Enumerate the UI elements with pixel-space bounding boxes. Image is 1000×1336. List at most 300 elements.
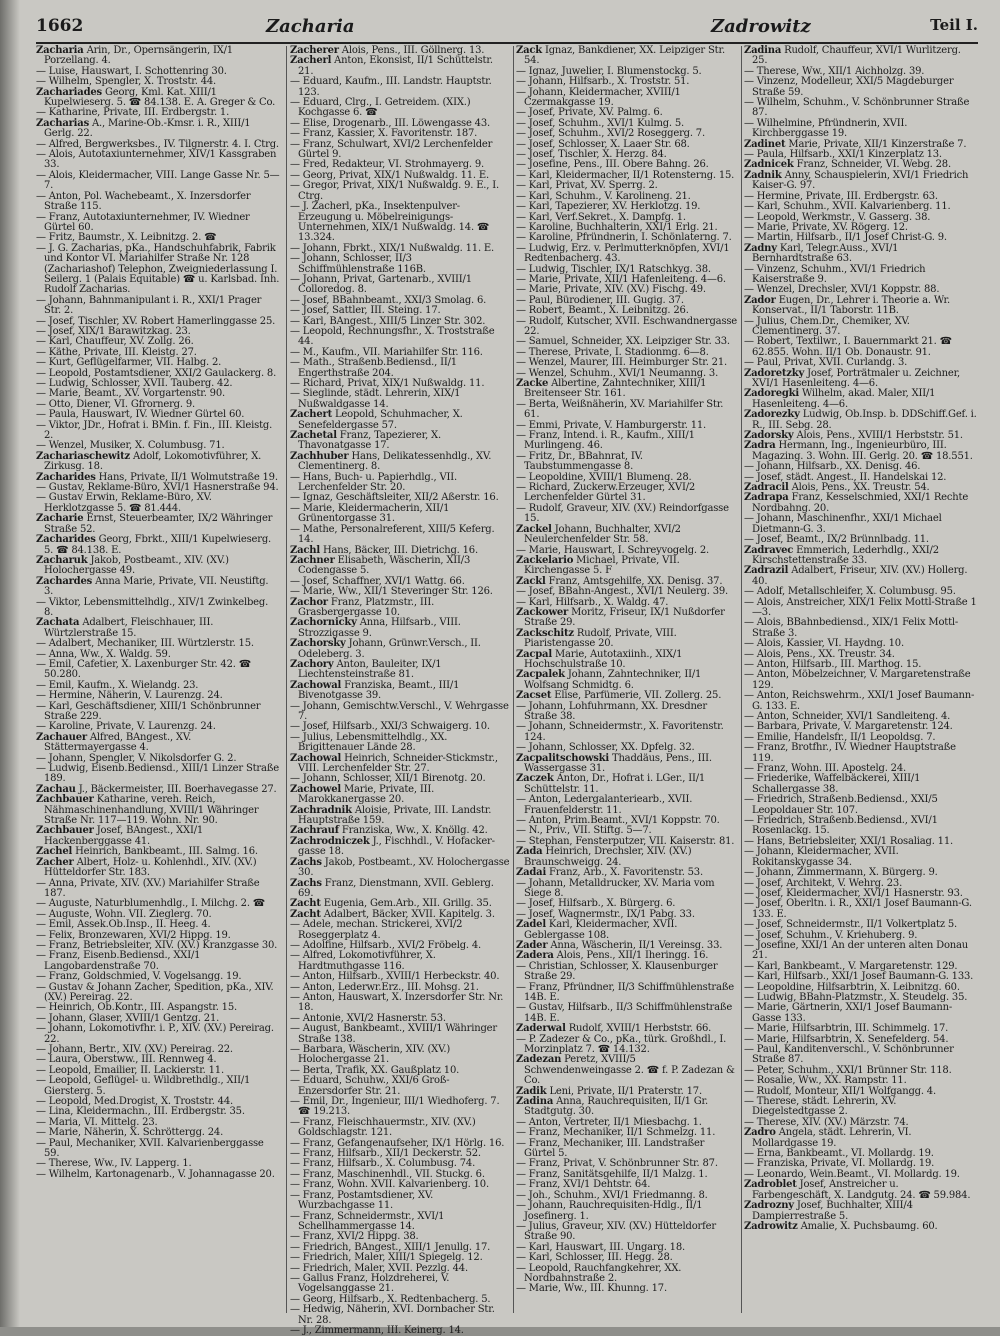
directory-entry — [516, 650, 738, 671]
entry-text: — Hermine, Private, III. Erdbergstr. 63. — [744, 190, 938, 202]
directory-entry — [290, 951, 510, 972]
entry-text: — Franz, XVI/2 Hippg. 38. — [290, 1231, 419, 1243]
entry-text: — Johann, Hilfsarb., XX. Denisg. 46. — [744, 461, 921, 473]
directory-entry — [516, 1284, 738, 1294]
entry-text: — Karl, BAngest., XIII/5 Linzer Str. 302. — [290, 315, 486, 327]
entry-text: — Franz, Autotaxiunternehmer, IV. Wiedner Gürtel 60. — [36, 211, 250, 233]
entry-text: — Karl, Geschäftsdiener, XIII/1 Schönbrunner Straße 229. — [36, 700, 261, 722]
entry-text: — Anton, Reichswehrm., XXI/1 Josef Baumann-G. 133. E. — [744, 690, 975, 712]
entry-text: — Alfred, Bergwerksbes., IV. Tilgnerstr. 4. I. Ctrg. — [36, 138, 279, 150]
entry-surname: Zadoregki — [744, 388, 799, 400]
directory-entry — [36, 150, 280, 171]
entry-surname: Zacpal — [516, 648, 552, 660]
entry-text: Franz, Platzmstr., III. Grasbergergasse 10. — [298, 596, 435, 618]
entry-surname: Zador — [744, 294, 776, 306]
directory-entry — [290, 1305, 510, 1326]
directory-entry — [36, 764, 280, 785]
entry-text: — Fritz, Dr., BBahnrat, IV. Taubstummengasse 8. — [516, 450, 643, 473]
entry-text: — Gustav, Hilfsarb., II/3 Schiffmühlenstraße 14B. E. — [516, 1002, 733, 1024]
entry-text: Alfred, BAngest., XV. Stättermayergasse 4. — [44, 731, 192, 754]
entry-text: — Johann, Kleidermacher, XVIII/1 Czermakgasse 19. — [516, 86, 681, 109]
entry-text: Eugenia, Gem.Arb., XII. Grillg. 35. — [323, 898, 492, 910]
directory-entry — [290, 254, 510, 275]
directory-entry — [290, 681, 510, 702]
entry-text: J., Fischhdl., V. Hofacker-gasse 18. — [298, 835, 495, 858]
entry-surname: Zachl — [290, 544, 320, 556]
entry-text: — Franz, Fleischhauermstr., XIV. (XV.) Goldschlagstr. 121. — [290, 1116, 476, 1139]
entry-text: — Otto, Diener, VI. Gfrornerg. 9. — [36, 398, 195, 410]
entry-text: — Gustav Erwin, Reklame-Büro, XV. Herklotzgasse 5. ☎ 81.444. — [36, 492, 212, 514]
entry-text: Leopold, Schuhmacher, X. Senefeldergasse 57. — [298, 409, 463, 431]
entry-surname: Zacherl — [290, 55, 332, 67]
directory-entry — [290, 473, 510, 494]
entry-text: — Anton, Möbelzeichner, V. Margaretenstraße 129. — [744, 669, 971, 691]
directory-entry — [36, 192, 280, 213]
directory-entry — [36, 733, 280, 754]
entry-text: — Rosalie, Ww., XX. Rampstr. 11. — [744, 1075, 907, 1087]
entry-text: Josef, Porträtmaler u. Zeichner, XVI/1 Hasenleiteng. 4—6. — [752, 367, 961, 389]
entry-text: — Barbara, Wäscherin, XIV. (XV.) Holochergasse 21. — [290, 1044, 451, 1066]
directory-entry — [36, 514, 280, 535]
directory-entry — [516, 379, 738, 400]
entry-surname: Zachardes — [36, 575, 93, 587]
directory-entry — [290, 140, 510, 161]
directory-entry — [290, 525, 510, 546]
directory-entry — [36, 244, 280, 296]
entry-text: Ernst, Steuerbeamter, IX/2 Währinger Straße 52. — [44, 513, 273, 535]
entry-text: — Wenzel, Drechsler, XVI/1 Koppstr. 88. — [744, 284, 940, 296]
directory-entry — [36, 598, 280, 619]
entry-text: — Johann, Fbrkt., XIX/1 Nußwaldg. 11. E. — [290, 242, 494, 254]
directory-entry — [516, 670, 738, 691]
entry-text: — Viktor, Lebensmittelhdlg., XIV/1 Zwinkelbeg. 8. — [36, 596, 269, 618]
directory-entry — [516, 879, 738, 900]
entry-text: — Franz, Goldschmied, V. Vogelsangg. 19. — [36, 971, 242, 983]
entry-surname: Zadoretzky — [744, 367, 805, 379]
entry-surname: Zacharia — [36, 45, 84, 56]
entry-text: — Johann, Hilfsarb., X. Troststr. 51. — [516, 76, 690, 88]
entry-text: — Kurt, Geflügelfarmer, VII. Halbg. 2. — [36, 357, 222, 369]
directory-entry — [36, 951, 280, 972]
entry-text: Adalbert, Friseur, XIV. (XV.) Hollerg. 40. — [752, 565, 968, 587]
entry-surname: Zachornicky — [290, 617, 357, 629]
entry-text: — Emilie, Handelsfr., II/1 Leopoldsg. 7. — [744, 731, 936, 743]
entry-surname: Zackl — [516, 575, 546, 587]
entry-surname: Zacht — [290, 898, 321, 910]
directory-entry — [744, 1180, 978, 1201]
directory-entry — [744, 1003, 978, 1024]
entry-text: — Berta, Trafik, XX. Gaußplatz 10. — [290, 1064, 460, 1076]
entry-text: — Paul, Mechaniker, XVII. Kalvarienberggasse 59. — [36, 1137, 264, 1160]
entry-text: — Franz, Wohn. III. Apostelg. 24. — [744, 763, 906, 775]
directory-entry — [36, 535, 280, 556]
directory-entry — [744, 369, 978, 390]
directory-entry — [744, 244, 978, 265]
entry-text: Franziska, Beamt., III/1 Bivenotgasse 39. — [298, 679, 460, 702]
directory-entry — [516, 431, 738, 452]
column-divider — [286, 46, 287, 1313]
directory-entry — [290, 431, 510, 452]
directory-entry — [290, 1045, 510, 1066]
directory-entry — [290, 556, 510, 577]
entry-surname: Zachs — [290, 877, 322, 889]
entry-text: — Peter, Schuhm., XXI/1 Brünner Str. 118. — [744, 1064, 952, 1076]
entry-text: — Josef, Private, XV. Palmg. 6. — [516, 107, 663, 119]
entry-text: — Samuel, Schneider, XX. Leipziger Str. 33. — [516, 336, 730, 348]
entry-surname: Zacharides — [36, 534, 96, 546]
entry-text: — M., Kaufm., VII. Mariahilfer Str. 116. — [290, 346, 483, 358]
directory-entry — [744, 441, 978, 462]
entry-text: — Friedrich, Maler, XIII/1 Spiegelg. 12. — [290, 1252, 483, 1264]
directory-entry — [516, 920, 738, 941]
entry-text: — Georg, Privat, XIX/1 Nußwaldg. 11. E. — [290, 169, 489, 181]
entry-text: — Josef, Schuhm., XVI/1 Kulmg. 5. — [516, 117, 685, 129]
entry-text: Albertine, Zahntechniker, XIII/1 Breitenseer Str. 161. — [524, 378, 707, 400]
entry-text: — Erna, Bankbeamt., VI. Mollardg. 19. — [744, 1148, 934, 1160]
entry-surname: Zadracil — [744, 482, 789, 494]
entry-text: Elisabeth, Wäscherin, XII/3 Codengasse 5. — [298, 554, 471, 577]
entry-text: — Marie, Beamt., XV. Vorgartenstr. 90. — [36, 388, 225, 400]
directory-entry — [36, 879, 280, 900]
entry-text: — Rudolf, Kutscher, XVII. Eschwandnergasse 22. — [516, 315, 738, 337]
entry-text: — Richard, Privat, XIX/1 Nußwaldg. 11. — [290, 378, 485, 389]
entry-text: — Alois, Autotaxiunternehmer, XIV/1 Kassgraben 33. — [36, 149, 277, 171]
entry-surname: Zadnik — [744, 169, 782, 181]
entry-text: — Marie, Private, XIV. (XV.) Fischg. 49. — [516, 284, 706, 296]
directory-entry — [290, 1191, 510, 1212]
entry-text: — Karl, Kleidermacher, II/1 Rotensterng. 15. — [516, 169, 735, 181]
entry-text: — Franz, Schneidermstr., XVI/1 Schellhammergasse 14. — [290, 1210, 445, 1232]
directory-entry — [744, 546, 978, 567]
entry-text: — Emil, Dr., Ingenieur, III/1 Wiedhoferg. 7. ☎ 19.213. — [290, 1096, 500, 1118]
entry-surname: Zadorsky — [744, 430, 794, 442]
directory-entry — [516, 983, 738, 1004]
entry-text: — Karl, Bankbeamt., V. Margaretenstr. 129. — [744, 960, 958, 972]
directory-entry — [36, 983, 280, 1004]
directory-entry — [290, 202, 510, 244]
entry-surname: Zacher — [36, 856, 74, 868]
entry-text: Rudolf, XVIII/1 Herbststr. 66. — [568, 1023, 712, 1035]
entry-text: Franz, Tapezierer, X. Thavonatgasse 17. — [298, 430, 441, 452]
entry-text: — Vinzenz, Modelleur, XXI/5 Magdeburger Straße 59. — [744, 76, 954, 98]
entry-text: Emmerich, Lederhdlg., XXI/2 Kirschstettenstraße 33. — [752, 544, 939, 566]
entry-surname: Zachetal — [290, 430, 337, 442]
entry-surname: Zacht — [290, 908, 321, 920]
entry-text: Katharine, vereh. Reich, Nähmaschinenhandlung, XVIII/1 Währinger Straße Nr. 117—119. Wohn. Nr. 90. — [44, 794, 259, 827]
entry-text: — Johann, Metalldrucker, XV. Maria vom Siege 8. — [516, 877, 715, 899]
entry-surname: Zadrowitz — [744, 1220, 798, 1232]
entry-text: — Alois, BBahnbediensd., XIX/1 Felix Mottl-Straße 3. — [744, 617, 959, 639]
entry-text: — Paul, Bürodiener, III. Gugig. 37. — [516, 294, 684, 306]
entry-text: Alois, Pens., XVIII/1 Herbststr. 51. — [796, 430, 963, 442]
entry-text: — Ludwig, Erz. v. Perlmutterknöpfen, XVI/1 Redtenbacherg. 43. — [516, 242, 730, 265]
entry-text: — Ignaz, Juwelier, I. Blumenstockg. 5. — [516, 65, 702, 77]
entry-text: — Alois, Kleidermacher, VIII. Lange Gasse Nr. 5—7. — [36, 169, 280, 192]
entry-text: Franz, Arb., X. Favoritenstr. 53. — [549, 867, 703, 879]
entry-text: — Martin, Hilfsarb., II/1 Josef Christ-G. 9. — [744, 232, 947, 244]
entry-text: — Rudolf, Monteur, XII/1 Wolfgangg. 4. — [744, 1085, 936, 1097]
entry-text: — Franz, Eisenb.Bediensd., XXI/1 Langobardenstraße 70. — [36, 950, 201, 972]
entry-text: — Wenzel, Maurer, III. Heimburger Str. 21. — [516, 357, 727, 369]
entry-text: — Franz, Hilfsarb., XII/1 Deckerstr. 52. — [290, 1148, 481, 1160]
entry-text: — Johann, Privat, Gartenarb., XVIII/1 Colloredog. 8. — [290, 273, 472, 296]
entry-text: — Maria, VI. Mittelg. 23. — [36, 1116, 158, 1128]
entry-text: — J. Zacherl, pKa., Insektenpulver-Erzeugung u. Möbelreinigungs-Unternehmen, XIX/1 Nußwaldg. 14. ☎ 13.324. — [290, 201, 490, 244]
entry-text: Heinrich, Bankbeamt., III. Salmg. 16. — [75, 846, 258, 858]
directory-entry — [36, 1076, 280, 1097]
entry-text: — Gregor, Privat, XIX/1 Nußwaldg. 9. E., I. Ctrg. — [290, 180, 499, 202]
entry-surname: Zacharie — [36, 513, 84, 525]
directory-entry — [516, 1055, 738, 1086]
entry-text: — Fritz, Baumstr., X. Leibnitzg. 2. ☎ — [36, 232, 217, 244]
directory-entry — [744, 410, 978, 431]
entry-surname: Zadro — [744, 1127, 776, 1139]
entry-text: Johann, Grünwr.Versch., II. Odeleberg. 3. — [298, 638, 481, 660]
entry-text: Heinrich, Drechsler, XIV. (XV.) Braunschweigg. 24. — [524, 846, 692, 868]
directory-entry — [290, 920, 510, 941]
directory-entry — [516, 1222, 738, 1243]
entry-text: — Therese, städt. Lehrerin, XV. Diegelstedtgasse 2. — [744, 1096, 897, 1118]
entry-text: — Anton, Vertreter, II/1 Miesbachg. 1. — [516, 1116, 702, 1128]
entry-text: — Lina, Kleidermachn., III. Erdbergstr. 35. — [36, 1106, 245, 1118]
entry-text: Franz, Amtsgehilfe, XX. Denisg. 37. — [548, 575, 723, 587]
directory-entry — [516, 722, 738, 743]
directory-entry — [36, 618, 280, 639]
entry-text: — Eduard, Clrg., I. Getreidem. (XIX.) Kochgasse 6. ☎ — [290, 97, 471, 119]
entry-text: — Josefine, XXI/1 An der unteren alten Donau 21. — [744, 939, 969, 962]
directory-entry — [36, 795, 280, 826]
directory-column-2 — [290, 45, 510, 1336]
directory-entry — [744, 1128, 978, 1149]
entry-text: — Franz, Privat, V. Schönbrunner Str. 87. — [516, 1158, 718, 1170]
entry-text: — Alois, Pens., XX. Treustr. 34. — [744, 648, 895, 660]
directory-entry — [290, 77, 510, 98]
entry-text: — Karl, Tapezierer, XV. Herklotzg. 19. — [516, 201, 701, 213]
entry-surname: Zachowel — [290, 783, 341, 795]
entry-text: — Josef, Sattler, III. Steing. 17. — [290, 305, 441, 317]
entry-text: — Friederike, Waffelbäckerei, XIII/1 Schallergasse 38. — [744, 773, 921, 795]
entry-surname: Zachrodniczek — [290, 835, 370, 847]
entry-text: — Hedwig, Näherin, XVI. Dornbacher Str. Nr. 28. — [290, 1304, 495, 1326]
entry-text: — Georg, Hilfsarb., X. Redtenbacherg. 5. — [290, 1293, 491, 1305]
directory-entry — [290, 358, 510, 379]
entry-text: Georg, Kml. Kat. XIII/1 Kupelwieserg. 5. ☎ 84.138. E. A. Greger & Co. — [44, 86, 276, 109]
directory-entry — [290, 733, 510, 754]
entry-surname: Zachariades — [36, 86, 102, 98]
entry-surname: Zader — [516, 939, 548, 951]
column-divider — [741, 46, 742, 1313]
entry-text: — Josef, Schuhm., XVI/2 Roseggerg. 7. — [516, 128, 705, 140]
entry-text: — Marie, Hauswart, I. Schreyvogelg. 2. — [516, 544, 710, 556]
entry-text: Leni, Private, II/1 Praterstr. 17. — [549, 1085, 702, 1097]
entry-text: — Marie, Gärtnerin, XXI/1 Josef Baumann-Gasse 133. — [744, 1002, 953, 1024]
entry-text: — Mathe, Personalreferent, XIII/5 Keferg. 14. — [290, 523, 495, 546]
entry-text: — Karl, Hauswart, III. Ungarg. 18. — [516, 1241, 685, 1253]
entry-text: Anton, Dr., Hofrat i. LGer., II/1 Schüttelstr. 11. — [524, 773, 706, 795]
entry-text: — Josef, BBahn-Angest., XVI/1 Neulerg. 39. — [516, 586, 729, 598]
entry-text: — Johann, Lohfuhrmann, XX. Dresdner Straße 38. — [516, 700, 707, 722]
entry-text: Johann, Zahntechniker, II/1 Wolfsang Schmidtg. 6. — [524, 669, 702, 691]
entry-surname: Zacharias — [36, 117, 89, 129]
entry-text: — Ludwig, Tischler, IX/1 Ratschkyg. 38. — [516, 263, 711, 275]
entry-text: — Paul, Privat, XVII. Curlandg. 3. — [744, 357, 908, 369]
directory-entry — [516, 317, 738, 338]
entry-text: — Auguste, Naturblumenhdlg., I. Milchg. 2. ☎ — [36, 898, 266, 910]
entry-text: — Josef, Oberltn. i. R., XXI/1 Josef Baumann-G. 133. E. — [744, 898, 972, 920]
directory-entry — [744, 670, 978, 691]
directory-entry — [36, 577, 280, 598]
entry-text: — Karl, Schuhm., XVII. Kalvarienberg. 11. — [744, 201, 951, 213]
directory-entry — [516, 400, 738, 421]
entry-text: — Karl, Chauffeur, XV. Zollg. 26. — [36, 336, 194, 348]
directory-entry — [290, 702, 510, 723]
entry-text: — Franz, Wohn. XVII. Kalvarienberg. 10. — [290, 1179, 489, 1191]
directory-entry — [290, 993, 510, 1014]
entry-surname: Zadrozny — [744, 1200, 794, 1212]
directory-entry — [290, 1076, 510, 1097]
entry-text: — Anton, Hauswart, X. Inzersdorfer Str. Nr. 18. — [290, 991, 504, 1014]
entry-text: — Friedrich, Straßenb.Bediensd., XXI/5 Leopoldauer Str. 107. — [744, 794, 938, 816]
entry-text: — Anton, Lederwr.Erz., III. Mohsg. 21. — [290, 981, 479, 993]
entry-text: — Leopold, Med.Drogist, X. Troststr. 44. — [36, 1096, 233, 1108]
directory-entry — [744, 816, 978, 837]
entry-surname: Zadera — [516, 950, 554, 962]
entry-text: — Josef, Tischler, XV. Robert Hamerlinggasse 25. — [36, 315, 276, 327]
directory-entry — [36, 660, 280, 681]
directory-entry — [744, 296, 978, 317]
entry-surname: Zacset — [516, 690, 552, 702]
entry-text: Ludwig, Ob.Insp. b. DDSchiff.Gef. i. R., III. Sebg. 28. — [752, 409, 977, 431]
entry-text: Georg, Fbrkt., XIII/1 Kupelwieserg. 5. ☎ 84.138. E. — [44, 534, 272, 556]
entry-text: Marie, Autotaxiinh., XIX/1 Hochschulstraße 10. — [524, 648, 683, 670]
directory-entry — [744, 265, 978, 286]
entry-surname: Zachbauer — [36, 794, 94, 806]
entry-text: — Franz, Maschinenhdl., VII. Stuckg. 6. — [290, 1168, 485, 1180]
entry-surname: Zaczek — [516, 773, 554, 785]
entry-text: — Johann, Gemischtw.Verschl., V. Wehrgasse 7. — [290, 700, 509, 722]
entry-text: Peretz, XVIII/5 Schwendenweingasse 2. ☎ f. P. Zadezan & Co. — [524, 1054, 735, 1087]
directory-entry — [36, 171, 280, 192]
entry-surname: Zadai — [516, 867, 547, 879]
entry-text: — Emil, Cafetier, X. Laxenburger Str. 42. ☎ 50.280. — [36, 658, 251, 681]
entry-text: — Robert, Textilwr., I. Bauernmarkt 21. ☎ 62.855. Wohn. II/1 Ob. Donaustr. 91. — [744, 336, 952, 358]
entry-surname: Zadra — [744, 440, 776, 452]
directory-entry — [290, 1024, 510, 1045]
entry-text: Thaddäus, Pens., III. Wassergasse 31. — [524, 752, 712, 775]
entry-text: — Johann, Schlosser, XII/1 Birenotg. 20. — [290, 773, 486, 785]
entry-text: — Josef, Beamt., IX/2 Brünnlbadg. 11. — [744, 534, 929, 546]
directory-entry — [516, 525, 738, 546]
entry-text: — Hans, Buch- u. Papierhdlg., VII. Lerchenfelder Str. 20. — [290, 471, 457, 494]
directory-entry — [36, 858, 280, 879]
directory-entry — [290, 858, 510, 879]
entry-text: Heinrich, Schneider-Stickmstr., VIII. Lerchenfelder Str. 27. — [298, 752, 498, 775]
page-binding-shadow — [0, 0, 20, 1327]
entry-text: — Leopold, Postamtsdiener, XXI/2 Gaulackerg. 8. — [36, 367, 277, 379]
directory-entry — [36, 702, 280, 723]
entry-surname: Zadezan — [516, 1054, 562, 1066]
directory-entry — [36, 46, 280, 67]
entry-text: — Josef, städt. Angest., II. Handelskai 12. — [744, 471, 947, 483]
directory-entry — [516, 1264, 738, 1285]
entry-text: — Marie, Ww., III. Khunng. 17. — [516, 1283, 667, 1295]
entry-text: — Johann, Spengler, V. Nikolsdorfer G. 2. — [36, 752, 237, 764]
entry-text: Johann, Buchhalter, XVI/2 Neulerchenfelder Str. 58. — [524, 523, 681, 546]
entry-surname: Zadny — [744, 242, 777, 254]
directory-entry — [290, 754, 510, 775]
directory-entry — [516, 46, 738, 67]
entry-text: — Johann, Schlosser, II/3 Schiffmühlenstraße 116B. — [290, 253, 426, 275]
entry-surname: Zadorezky — [744, 409, 800, 421]
entry-surname: Zachs — [290, 856, 322, 868]
directory-entry — [744, 317, 978, 338]
directory-entry — [744, 743, 978, 764]
entry-surname: Zachner — [290, 554, 335, 566]
entry-surname: Zackelario — [516, 554, 574, 566]
entry-text: — Leopoldine, Hilfsarbtrin, X. Leibnitzg. 60. — [744, 981, 960, 993]
entry-text: — Anna, Ww., X. Waldg. 59. — [36, 648, 171, 660]
entry-surname: Zachrauf — [290, 825, 339, 837]
entry-text: — Alois, Anstreicher, XIX/1 Felix Mottl-Straße 1—3. — [744, 596, 977, 618]
entry-text: — Anton, Hilfsarb., XVIII/1 Herbeckstr. 40. — [290, 971, 500, 983]
entry-text: Arin, Dr., Opernsängerin, IX/1 Porzellang. 4. — [44, 45, 233, 67]
entry-text: — August, Bankbeamt., XVIII/1 Währinger Straße 138. — [290, 1023, 497, 1045]
entry-text: — Wilhelm, Kartonagenarb., V. Johannagasse 20. — [36, 1168, 275, 1180]
entry-text: — Karl, Schlosser, III. Hegg. 28. — [516, 1252, 673, 1264]
directory-entry — [516, 556, 738, 577]
directory-entry — [744, 1045, 978, 1066]
entry-surname: Zachel — [36, 846, 73, 858]
entry-surname: Zadnicek — [744, 159, 794, 171]
page-number: 1662 — [36, 16, 84, 36]
entry-surname: Zacharuk — [36, 554, 88, 566]
directory-entry — [744, 389, 978, 410]
entry-text: — Ludwig, Eisenb.Bediensd., XIII/1 Linzer Straße 189. — [36, 763, 279, 785]
entry-text: — Anton, Hilfsarb., III. Marthog. 15. — [744, 658, 922, 670]
directory-entry — [36, 493, 280, 514]
entry-text: — Josef, Hilfsarb., X. Bürgerg. 6. — [516, 898, 676, 910]
directory-entry — [290, 837, 510, 858]
entry-text: Alois, Pens., XX. Treustr. 54. — [791, 482, 930, 494]
entry-surname: Zackel — [516, 523, 552, 535]
entry-surname: Zadik — [516, 1085, 547, 1097]
directory-entry — [744, 77, 978, 98]
entry-text: — Leopold, Rauchfangkehrer, XX. Nordbahnstraße 2. — [516, 1262, 682, 1284]
entry-text: — Gustav, Reklame-Büro, XVI/1 Hasnerstraße 94. — [36, 482, 279, 494]
directory-entry — [290, 598, 510, 619]
entry-text: Alois, Pens., XII/1 Iheringg. 16. — [556, 950, 709, 962]
entry-surname: Zachau — [36, 783, 76, 795]
directory-entry — [290, 98, 510, 119]
entry-text: — Anton, Schneider, XVI/1 Sandleiteng. 4. — [744, 711, 951, 722]
directory-entry — [290, 1274, 510, 1295]
entry-text: — Sieglinde, städt. Lehrerin, XIX/1 Nußwaldgasse 14. — [290, 388, 461, 410]
entry-text: Wilhelm, akad. Maler, XII/1 Hasenleiteng. 4—6. — [752, 388, 936, 410]
directory-entry — [290, 452, 510, 473]
directory-entry — [744, 514, 978, 535]
directory-entry — [744, 598, 978, 619]
entry-text: — Emil, Assek.Ob.Insp., II. Heeg. 4. — [36, 919, 211, 931]
entry-text: Franz, Dienstmann, XVII. Geblerg. 69. — [298, 877, 494, 899]
entry-text: — Adalbert, Mechaniker, III. Würtzlerstr. 15. — [36, 638, 254, 650]
entry-surname: Zack — [516, 45, 542, 56]
header-keyword-left: Zacharia — [266, 16, 355, 37]
entry-text: — Friedrich, Straßenb.Bediensd., XVI/1 Rosenlackg. 15. — [744, 815, 938, 837]
entry-text: — Wenzel, Musiker, X. Columbusg. 71. — [36, 440, 225, 452]
entry-text: — Elise, Drogenarb., III. Löwengasse 43. — [290, 117, 490, 129]
entry-text: — Wilhelm, Spengler, X. Troststr. 44. — [36, 76, 217, 88]
entry-text: — Fred, Redakteur, VI. Strohmayerg. 9. — [290, 159, 484, 171]
